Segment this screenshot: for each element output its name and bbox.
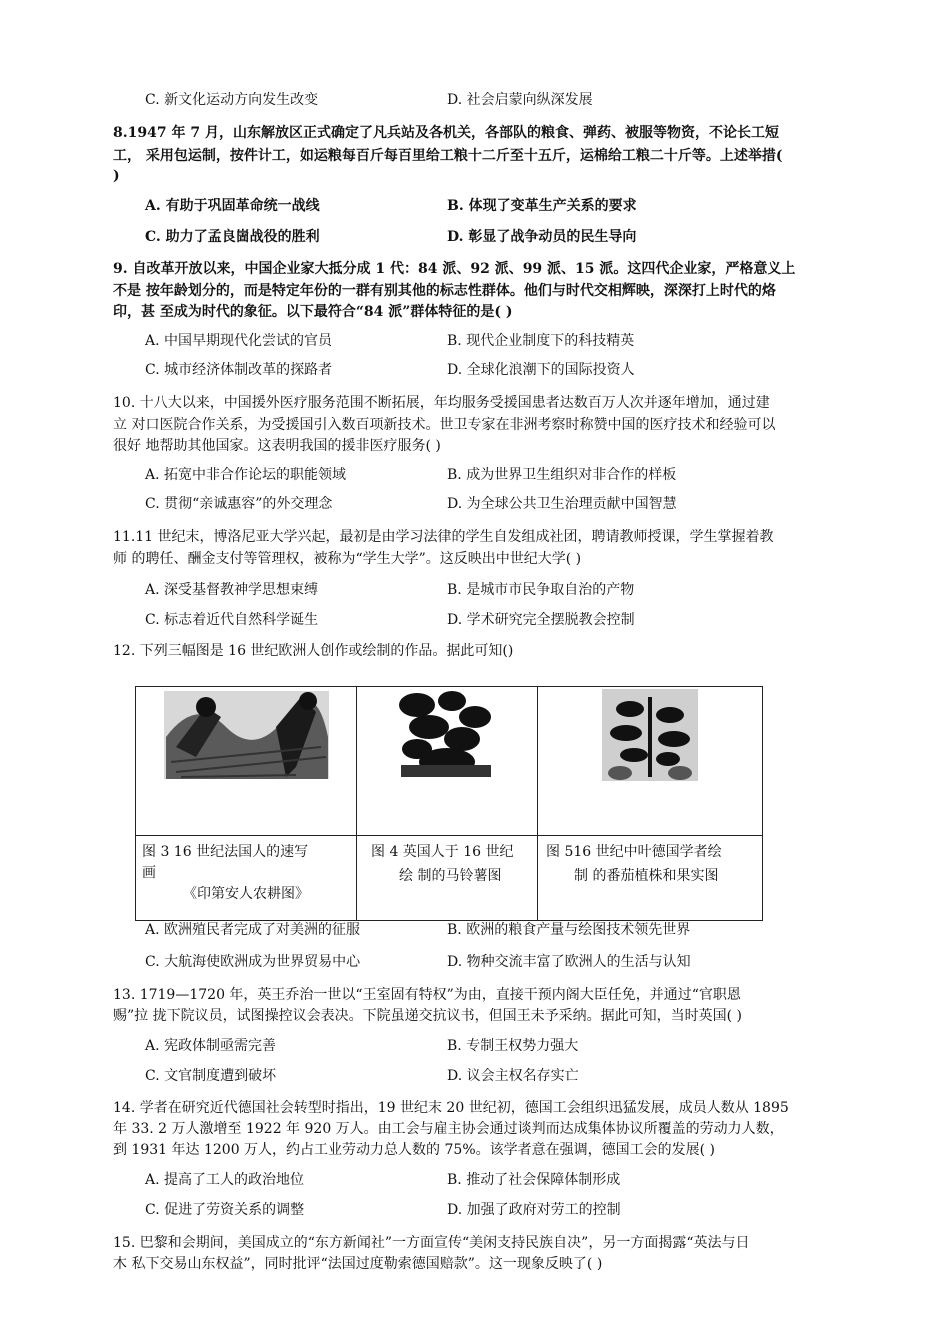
q8-option-a: A. 有助于巩固革命统一战线	[145, 198, 320, 214]
q13-option-b: B. 专制王权势力强大	[447, 1038, 579, 1054]
q10-stem-line3: 很好 地帮助其他国家。这表明我国的援非医疗服务( )	[113, 438, 441, 454]
q15-stem-line2: 木 私下交易山东权益”，同时批评“法国过度勒索德国赔款”。这一现象反映了( )	[113, 1256, 603, 1272]
figure5-tomato-image	[538, 687, 762, 835]
q14-stem-line2: 年 33. 2 万人激增至 1922 年 920 万人。由工会与雇主协会通过谈判而达成集体协议所覆盖的劳动力人数，	[113, 1121, 784, 1137]
q15-stem-line1: 15. 巴黎和会期间，美国成立的“东方新闻社”一方面宣传“美闲支持民族自决”，另一方面揭露“英法与日	[113, 1235, 750, 1251]
q8-stem-line2: 工， 采用包运制，按件计工，如运粮每百斤每百里给工粮十二斤至十五斤，运棉给工粮二十斤等。上述举措(	[113, 148, 783, 164]
q14-option-a: A. 提高了工人的政治地位	[145, 1172, 305, 1188]
q10-stem-line1: 10. 十八大以来，中国援外医疗服务范围不断拓展，年均服务受援国患者达数百万人次并逐年增加，通过建	[113, 395, 770, 411]
q10-option-c: C. 贯彻“亲诚惠容”的外交理念	[145, 496, 333, 512]
q8-stem-line3: )	[113, 168, 120, 184]
q12-option-d: D. 物种交流丰富了欧洲人的生活与认知	[447, 954, 691, 970]
q12-option-a: A. 欧洲殖民者完成了对美洲的征服	[145, 922, 361, 938]
q11-stem-line1: 11.11 世纪末，博洛尼亚大学兴起，最初是由学习法律的学生自发组成社团，聘请教师授课，学生掌握着教	[113, 529, 774, 545]
q11-option-a: A. 深受基督教神学思想束缚	[145, 582, 319, 598]
q9-stem-line1: 9. 自改革开放以来，中国企业家大抵分成 1 代：84 派、92 派、99 派、15 派。这四代企业家，严格意义上	[113, 261, 796, 277]
q7-option-d: D. 社会启蒙向纵深发展	[447, 92, 593, 108]
q10-option-b: B. 成为世界卫生组织对非合作的样板	[447, 467, 677, 483]
q8-stem-line1: 8.1947 年 7 月，山东解放区正式确定了凡兵站及各机关，各部队的粮食、弹药、被服等物资，不论长工短	[113, 125, 779, 141]
q11-option-d: D. 学术研究完全摆脱教会控制	[447, 612, 635, 628]
q11-option-b: B. 是城市市民争取自治的产物	[447, 582, 635, 598]
figure4-potato-image	[357, 687, 537, 835]
q13-stem-line2: 赐”拉 拢下院议员，试图操控议会表决。下院虽递交抗议书，但国王未予采纳。据此可知，当时英国( )	[113, 1008, 742, 1024]
q11-stem-line2: 师 的聘任、酬金支付等管理权，被称为“学生大学”。这反映出中世纪大学( )	[113, 551, 582, 567]
figure5-caption-line1: 图 516 世纪中叶德国学者绘	[546, 844, 722, 860]
q8-option-c: C. 助力了孟良崮战役的胜利	[145, 229, 320, 245]
q9-option-d: D. 全球化浪潮下的国际投资人	[447, 362, 635, 378]
q10-option-a: A. 拓宽中非合作论坛的职能领域	[145, 467, 347, 483]
q8-option-b: B. 体现了变革生产关系的要求	[447, 198, 637, 214]
q14-stem-line1: 14. 学者在研究近代德国社会转型时指出，19 世纪末 20 世纪初，德国工会组织迅猛发展，成员人数从 1895	[113, 1100, 789, 1116]
q7-option-c: C. 新文化运动方向发生改变	[145, 92, 319, 108]
q10-stem-line2: 立 对口医院合作关系，为受援国引入数百项新技术。世卫专家在非洲考察时称赞中国的医疗技术和经验可以	[113, 417, 776, 433]
q8-option-d: D. 彰显了战争动员的民生导向	[447, 229, 637, 245]
q9-stem-line3: 印，甚 至成为时代的象征。以下最符合“84 派”群体特征的是( )	[113, 304, 513, 320]
figure4-caption-line2: 绘 制的马铃薯图	[399, 868, 502, 884]
figure4-caption-line1: 图 4 英国人于 16 世纪	[371, 844, 514, 860]
figure5-caption-line2: 制 的番茄植株和果实图	[574, 868, 719, 884]
figure3-farming-image	[136, 687, 356, 835]
q13-option-c: C. 文官制度遭到破坏	[145, 1068, 277, 1084]
q13-option-d: D. 议会主权名存实亡	[447, 1068, 579, 1084]
q13-option-a: A. 宪政体制亟需完善	[145, 1038, 277, 1054]
q12-stem: 12. 下列三幅图是 16 世纪欧洲人创作或绘制的作品。据此可知()	[113, 643, 514, 659]
figure3-caption-line2: 画	[142, 865, 156, 881]
q14-option-d: D. 加强了政府对劳工的控制	[447, 1202, 621, 1218]
q12-figure-table	[135, 686, 763, 921]
q14-option-c: C. 促进了劳资关系的调整	[145, 1202, 305, 1218]
figure3-caption-line1: 图 3 16 世纪法国人的速写	[142, 844, 309, 860]
q13-stem-line1: 13. 1719—1720 年，英王乔治一世以“王室固有特权”为由，直接干预内阁大臣任免，并通过“官职恩	[113, 987, 741, 1003]
q9-option-b: B. 现代企业制度下的科技精英	[447, 333, 635, 349]
figure3-caption-title: 《印第安人农耕图》	[183, 886, 309, 902]
q9-stem-line2: 不是 按年龄划分的，而是特定年份的一群有别其他的标志性群体。他们与时代交相辉映，深深打上时代的烙	[113, 283, 776, 299]
q14-option-b: B. 推动了社会保障体制形成	[447, 1172, 621, 1188]
q14-stem-line3: 到 1931 年达 1200 万人，约占工业劳动力总人数的 75%。该学者意在强调，德国工会的发展( )	[113, 1142, 715, 1158]
q10-option-d: D. 为全球公共卫生治理贡献中国智慧	[447, 496, 677, 512]
q12-option-c: C. 大航海使欧洲成为世界贸易中心	[145, 954, 361, 970]
q9-option-c: C. 城市经济体制改革的探路者	[145, 362, 333, 378]
q9-option-a: A. 中国早期现代化尝试的官员	[145, 333, 333, 349]
q11-option-c: C. 标志着近代自然科学诞生	[145, 612, 319, 628]
q12-option-b: B. 欧洲的粮食产量与绘图技术领先世界	[447, 922, 691, 938]
